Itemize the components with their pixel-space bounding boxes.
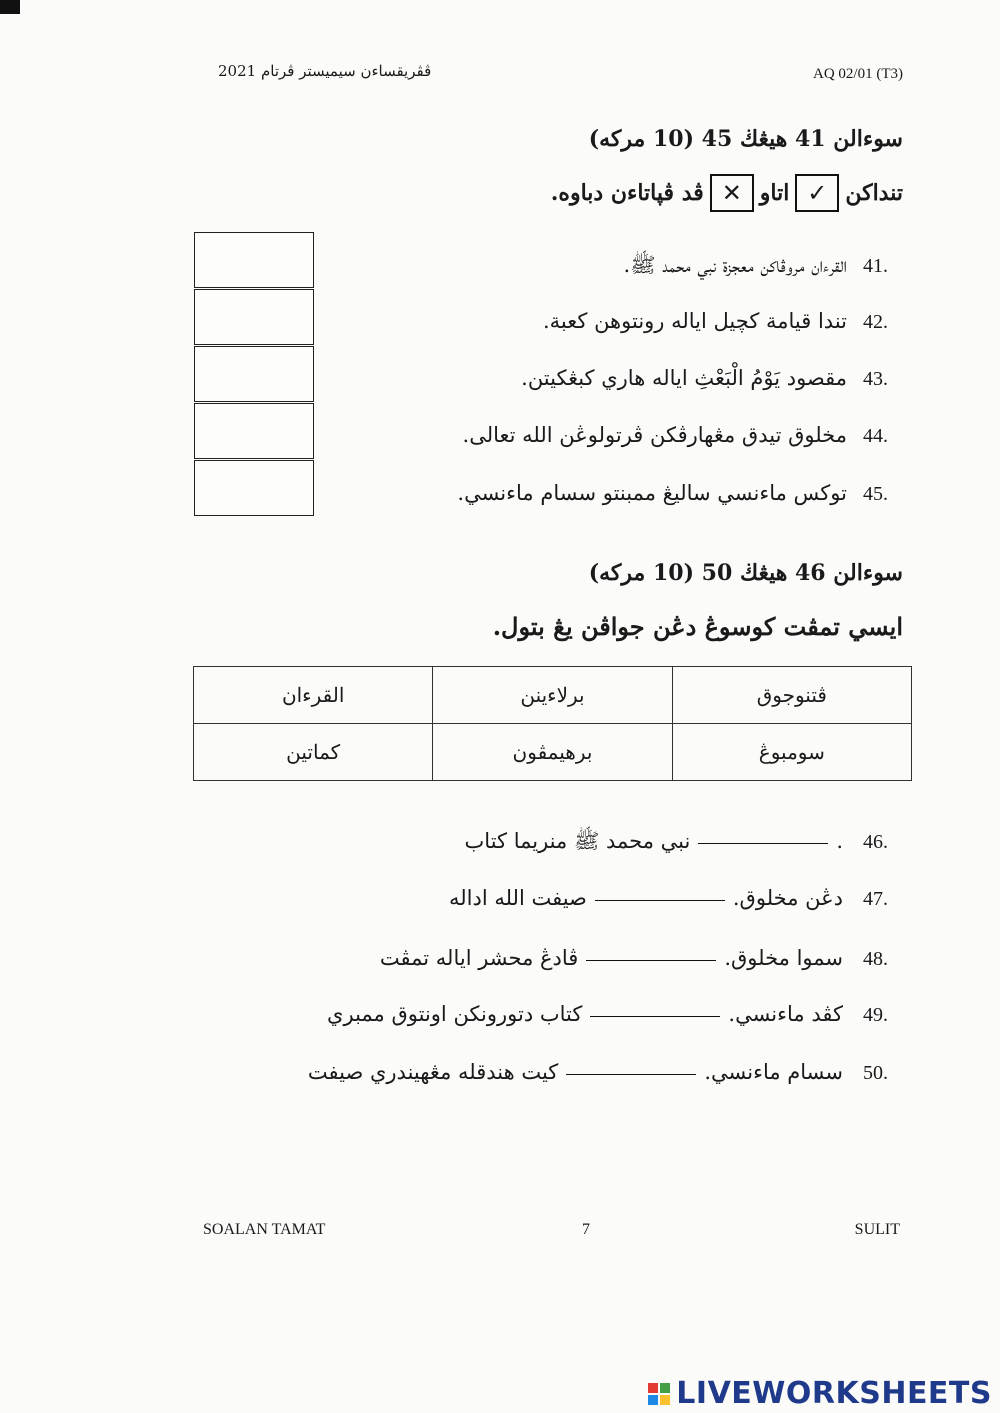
answer-box-43[interactable] xyxy=(194,346,314,402)
section1-title: سوءالن 41 هيڠڬ 45 (10 مرکه) xyxy=(588,126,903,152)
instruction-end: ڤد ڤپاتاءن دباوه. xyxy=(550,180,704,206)
answer-box-41[interactable] xyxy=(194,232,314,288)
question-text-after: . xyxy=(836,829,843,853)
answer-blank-48[interactable] xyxy=(586,959,716,961)
word-bank-table xyxy=(193,666,912,781)
liveworksheets-logo-icon xyxy=(648,1383,670,1405)
question-number: 45. xyxy=(863,483,888,505)
question-text: توکس ماءنسي ساليڠ ممبنتو سسام ماءنسي. xyxy=(457,481,847,505)
exam-title: ڤڤريقساءن سيميستر ڤرتام 2021 xyxy=(218,62,432,80)
question-50 xyxy=(263,1060,903,1085)
question-number: 48. xyxy=(863,948,888,970)
answer-box-44[interactable] xyxy=(194,403,314,459)
question-number: 50. xyxy=(863,1062,888,1084)
answer-box-42[interactable] xyxy=(194,289,314,345)
question-text-before: ڤادڠ محشر اياله تمڤت xyxy=(379,946,579,970)
answer-box-45[interactable] xyxy=(194,460,314,516)
paper-code: AQ 02/01 (T3) xyxy=(813,66,903,82)
question-text-before: نبي محمد ﷺ منريما کتاب xyxy=(464,829,691,853)
question-45 xyxy=(383,481,903,506)
word-bank-cell: برلاءينن xyxy=(433,667,672,724)
answer-blank-47[interactable] xyxy=(595,899,725,901)
question-number: 42. xyxy=(863,311,888,333)
question-number: 46. xyxy=(863,831,888,853)
footer-sulit: SULIT xyxy=(854,1221,900,1238)
instruction-start: تنداکن xyxy=(845,180,903,206)
check-mark-icon: ✓ xyxy=(795,174,839,212)
answer-blank-49[interactable] xyxy=(590,1015,720,1017)
section2-title: سوءالن 46 هيڠڬ 50 (10 مرکه) xyxy=(588,560,903,586)
question-42 xyxy=(383,309,903,334)
question-text: تندا قيامة کچيل اياله رونتوهن کعبة. xyxy=(543,309,847,333)
word-bank-cell: برهيمڤون xyxy=(433,724,672,781)
word-bank-cell: کماتين xyxy=(194,724,433,781)
question-text-after: سموا مخلوق. xyxy=(724,946,843,970)
instruction-or: اتاو xyxy=(759,180,790,206)
question-number: 47. xyxy=(863,888,888,910)
liveworksheets-logo[interactable] xyxy=(648,1376,992,1411)
question-text: مقصود يَوْمُ الْبَعْثِ اياله هاري کبڠکيتن. xyxy=(521,366,847,390)
page-number: 7 xyxy=(582,1221,590,1238)
question-text-before: کيت هندقله مڠهيندري صيفت xyxy=(307,1060,559,1084)
scan-edge-mark xyxy=(0,0,20,14)
question-text-after: دڠن مخلوق. xyxy=(732,886,843,910)
question-number: 44. xyxy=(863,425,888,447)
question-46 xyxy=(263,828,903,859)
question-48 xyxy=(263,946,903,971)
question-text: القرءان مروڤاکن معجزة نبي محمد ﷺ. xyxy=(623,253,847,277)
footer-end-label: SOALAN TAMAT xyxy=(203,1221,326,1238)
answer-blank-46[interactable] xyxy=(698,842,828,844)
section1-instruction xyxy=(551,174,903,212)
question-text-after: سسام ماءنسي. xyxy=(704,1060,843,1084)
cross-mark-icon: ✕ xyxy=(710,174,754,212)
answer-boxes xyxy=(194,232,314,516)
question-47 xyxy=(263,886,903,911)
question-text-before: صيفت الله اداله xyxy=(448,886,587,910)
question-text: مخلوق تيدق مڠهارڤکن ڤرتولوڠن الله تعالى. xyxy=(462,423,847,447)
question-text-after: کڤد ماءنسي. xyxy=(728,1002,843,1026)
question-49 xyxy=(263,1002,903,1027)
word-bank-row xyxy=(194,724,912,781)
word-bank-row xyxy=(194,667,912,724)
section2-instruction: ايسي تمڤت کوسوڠ دڠن جواڤن يڠ بتول. xyxy=(492,612,903,641)
question-44 xyxy=(383,423,903,448)
question-43 xyxy=(383,366,903,391)
word-bank-cell: القرءان xyxy=(194,667,433,724)
question-41 xyxy=(383,252,903,283)
liveworksheets-logo-text: LIVEWORKSHEETS xyxy=(676,1376,992,1411)
word-bank-cell: ڤتنوجوق xyxy=(672,667,911,724)
question-number: 43. xyxy=(863,368,888,390)
word-bank-cell: سومبوڠ xyxy=(672,724,911,781)
question-number: 41. xyxy=(863,255,888,277)
answer-blank-50[interactable] xyxy=(566,1073,696,1075)
question-text-before: کتاب دتورونکن اونتوق ممبري xyxy=(327,1002,583,1026)
question-number: 49. xyxy=(863,1004,888,1026)
